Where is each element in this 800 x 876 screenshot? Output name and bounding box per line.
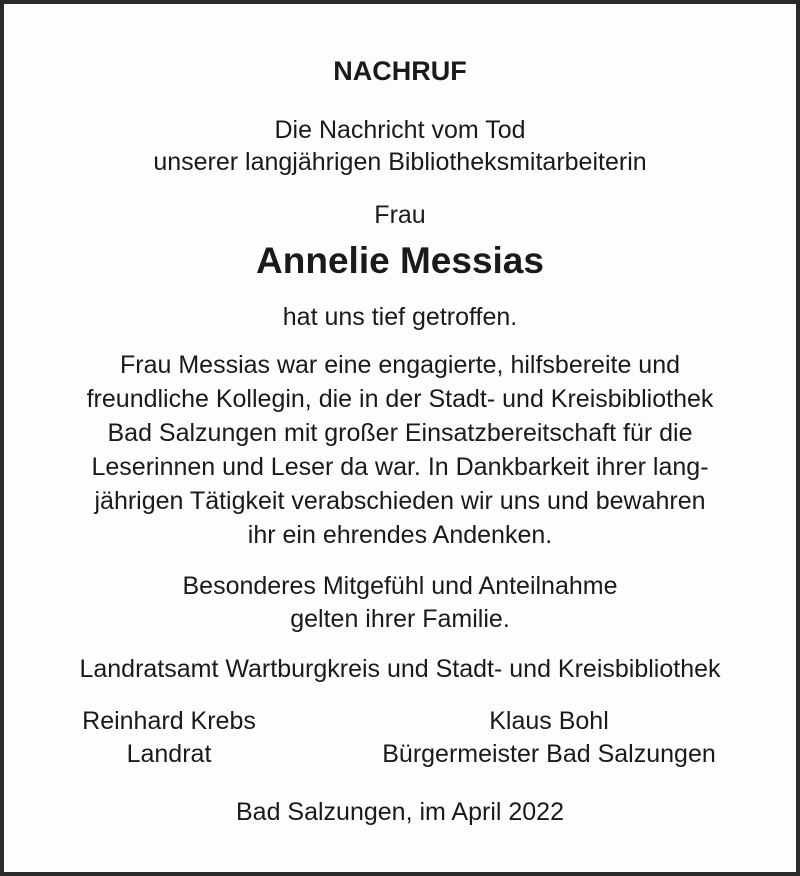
subline: hat uns tief getroffen. <box>282 303 518 331</box>
sympathy-line: Besonderes Mitgefühl und Anteilnahme <box>182 572 618 600</box>
signatory-role: Bürgermeister Bad Salzungen <box>382 740 716 768</box>
notice-title: NACHRUF <box>333 56 467 86</box>
paragraph-line: freundliche Kollegin, die in der Stadt- und Kreisbibliothek <box>86 385 714 413</box>
signatory-name: Reinhard Krebs <box>82 707 256 735</box>
sympathy-line: gelten ihrer Familie. <box>290 605 510 633</box>
paragraph-line: Bad Salzungen mit großer Einsatzbereitschaft für die <box>107 419 693 447</box>
paragraph-line: Leserinnen und Leser da war. In Dankbarkeit ihrer lang- <box>91 453 709 481</box>
signatory-role: Landrat <box>126 740 212 768</box>
paragraph-line: jährigen Tätigkeit verabschieden wir uns und bewahren <box>94 487 706 515</box>
place-date: Bad Salzungen, im April 2022 <box>236 798 564 826</box>
intro-line-2: unserer langjährigen Bibliotheksmitarbeiterin <box>153 148 647 176</box>
paragraph-line: Frau Messias war eine engagierte, hilfsbereite und <box>119 351 681 379</box>
paragraph-line: ihr ein ehrendes Andenken. <box>247 521 553 549</box>
salutation: Frau <box>374 201 426 229</box>
deceased-name: Annelie Messias <box>256 240 544 281</box>
intro-line-1: Die Nachricht vom Tod <box>274 116 526 144</box>
organization: Landratsamt Wartburgkreis und Stadt- und Kreisbibliothek <box>79 655 721 683</box>
signatory-name: Klaus Bohl <box>489 707 609 735</box>
